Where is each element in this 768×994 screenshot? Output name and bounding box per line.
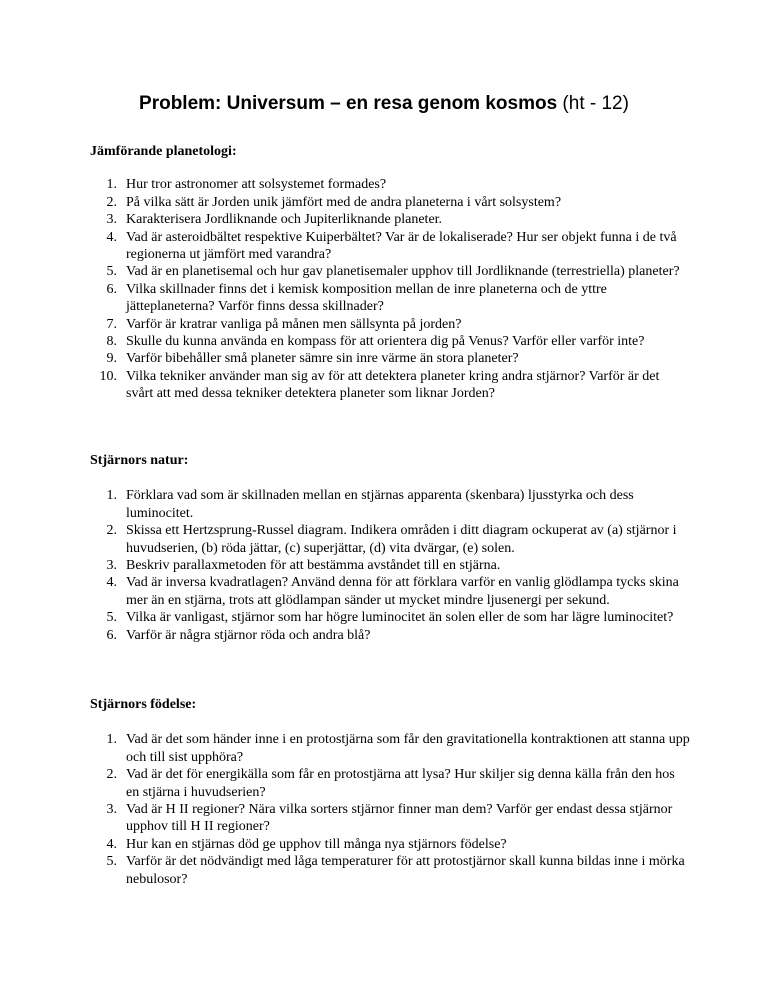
list-item: 2. Vad är det för energikälla som får en protostjärna att lysa? Hur skiljer sig denna källa från den hos en stjärna i huvudserien? — [106, 767, 675, 800]
list-item: 2. Skissa ett Hertzsprung-Russel diagram. Indikera områden i ditt diagram ockuperat av (a) stjärnor i huvudserien, (b) röda jättar, (c) superjättar, (d) vita dvärgar, (e) solen. — [106, 523, 677, 556]
list-item: 6. Varför är några stjärnor röda och andra blå? — [106, 627, 371, 643]
list-item: 5. Vilka är vanligast, stjärnor som har högre luminocitet än solen eller de som har lägre luminocitet? — [106, 610, 674, 626]
page-title — [0, 92, 768, 116]
list-item: 5. Varför är det nödvändigt med låga temperaturer för att protostjärnor skall kunna bildas inne i mörka nebulosor? — [106, 854, 685, 887]
question-list — [90, 487, 690, 644]
list-item: 4. Vad är asteroidbältet respektive Kuiperbältet? Var är de lokaliserade? Hur ser objekt funna i de två regionerna ut jämfört med varandra? — [106, 229, 677, 263]
list-item: 1. Vad är det som händer inne i en protostjärna som får den gravitationella kontraktionen att stanna upp och till sist upphöra? — [106, 732, 690, 765]
list-item: 3. Karakterisera Jordliknande och Jupiterliknande planeter. — [106, 212, 443, 228]
section-heading: Jämförande planetologi: — [90, 144, 237, 159]
question-list — [90, 731, 690, 888]
question-list — [90, 176, 690, 402]
list-item: 5. Vad är en planetisemal och hur gav planetisemaler upphov till Jordliknande (terrestriella) planeter? — [106, 264, 680, 280]
section-star-birth — [90, 696, 690, 888]
list-item: 1. Hur tror astronomer att solsystemet formades? — [106, 177, 387, 193]
list-item: 3. Beskriv parallaxmetoden för att bestämma avståndet till en stjärna. — [106, 558, 501, 574]
title-main: Problem: Universum – en resa genom kosmos — [139, 93, 558, 114]
title-term: (ht - 12) — [557, 93, 629, 114]
list-item: 10. Vilka tekniker använder man sig av för att detektera planeter kring andra stjärnor? Varför är det svårt att med dessa tekniker detektera planeter som liknar Jorden? — [99, 368, 660, 402]
section-star-nature — [90, 452, 690, 644]
section-comparative-planetology — [90, 143, 690, 403]
list-item: 6. Vilka skillnader finns det i kemisk komposition mellan de inre planeterna och de yttre jätteplaneterna? Varför finns dessa skillnader? — [106, 281, 607, 315]
section-heading: Stjärnors födelse: — [90, 697, 197, 712]
list-item: 9. Varför bibehåller små planeter sämre sin inre värme än stora planeter? — [106, 351, 519, 367]
list-item: 7. Varför är kratrar vanliga på månen men sällsynta på jorden? — [106, 316, 462, 332]
section-heading: Stjärnors natur: — [90, 453, 189, 468]
list-item: 2. På vilka sätt är Jorden unik jämfört med de andra planeterna i vårt solsystem? — [106, 194, 562, 210]
list-item: 8. Skulle du kunna använda en kompass för att orientera dig på Venus? Varför eller varför inte? — [106, 334, 645, 350]
list-item: 4. Vad är inversa kvadratlagen? Använd denna för att förklara varför en vanlig glödlampa tycks skina mer än en stjärna, trots att glödlampan sänder ut mycket mindre ljusenergi per sekund. — [106, 575, 679, 608]
list-item: 1. Förklara vad som är skillnaden mellan en stjärnas apparenta (skenbara) ljusstyrka och dess luminocitet. — [106, 488, 634, 521]
list-item: 4. Hur kan en stjärnas död ge upphov till många nya stjärnors födelse? — [106, 836, 507, 852]
list-item: 3. Vad är H II regioner? Nära vilka sorters stjärnor finner man dem? Varför ger endast dessa stjärnor upphov till H II regioner? — [106, 802, 673, 835]
